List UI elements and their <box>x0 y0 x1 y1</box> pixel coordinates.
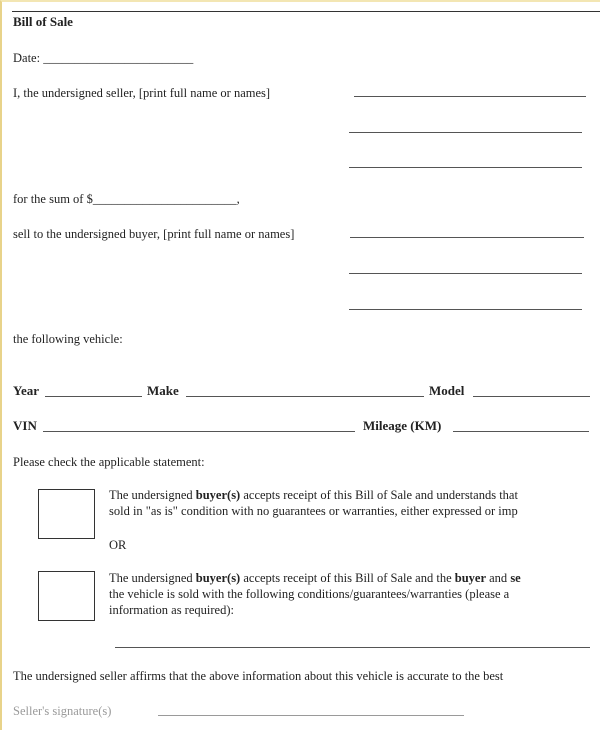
seller-name-line-3[interactable] <box>349 167 582 168</box>
vin-line[interactable] <box>43 431 355 432</box>
seller-intro: I, the undersigned seller, [print full name or names] <box>13 86 271 100</box>
option-1-line-2: sold in "as is" condition with no guarantees or warranties, either expressed or imp <box>109 504 518 518</box>
document-title: Bill of Sale <box>13 14 73 29</box>
buyer-intro: sell to the undersigned buyer, [print full name or names] <box>13 227 295 241</box>
mileage-line[interactable] <box>453 431 589 432</box>
option-2-line-2: the vehicle is sold with the following conditions/guarantees/warranties (please a <box>109 587 510 601</box>
buyer-name-line-1[interactable] <box>350 237 584 238</box>
seller-signature-label: Seller's signature(s) <box>13 704 112 718</box>
conditions-line[interactable] <box>115 647 590 648</box>
seller-affirmation: The undersigned seller affirms that the above information about this vehicle is accurate to the best <box>13 669 504 683</box>
vehicle-intro: the following vehicle: <box>13 332 123 346</box>
seller-name-line-2[interactable] <box>349 132 582 133</box>
year-label: Year <box>13 383 39 398</box>
mileage-label: Mileage (KM) <box>363 418 442 433</box>
buyer-name-line-2[interactable] <box>349 273 582 274</box>
model-label: Model <box>429 383 465 398</box>
as-is-checkbox[interactable] <box>38 489 95 539</box>
or-label: OR <box>109 538 127 552</box>
sum-label: for the sum of $_______________________, <box>13 192 240 206</box>
date-label: Date: ________________________ <box>13 51 194 65</box>
buyer-name-line-3[interactable] <box>349 309 582 310</box>
option-1-line-1: The undersigned buyer(s) accepts receipt of this Bill of Sale and understands that <box>109 488 518 502</box>
make-line[interactable] <box>186 396 424 397</box>
conditions-checkbox[interactable] <box>38 571 95 621</box>
year-line[interactable] <box>45 396 142 397</box>
seller-name-line-1[interactable] <box>354 96 586 97</box>
vin-label: VIN <box>13 418 37 433</box>
option-2-line-1: The undersigned buyer(s) accepts receipt of this Bill of Sale and the buyer and se <box>109 571 521 585</box>
option-2-line-3: information as required): <box>109 603 234 617</box>
top-rule <box>12 11 600 12</box>
model-line[interactable] <box>473 396 590 397</box>
seller-signature-line[interactable] <box>158 715 464 716</box>
check-prompt: Please check the applicable statement: <box>13 455 205 469</box>
make-label: Make <box>147 383 179 398</box>
